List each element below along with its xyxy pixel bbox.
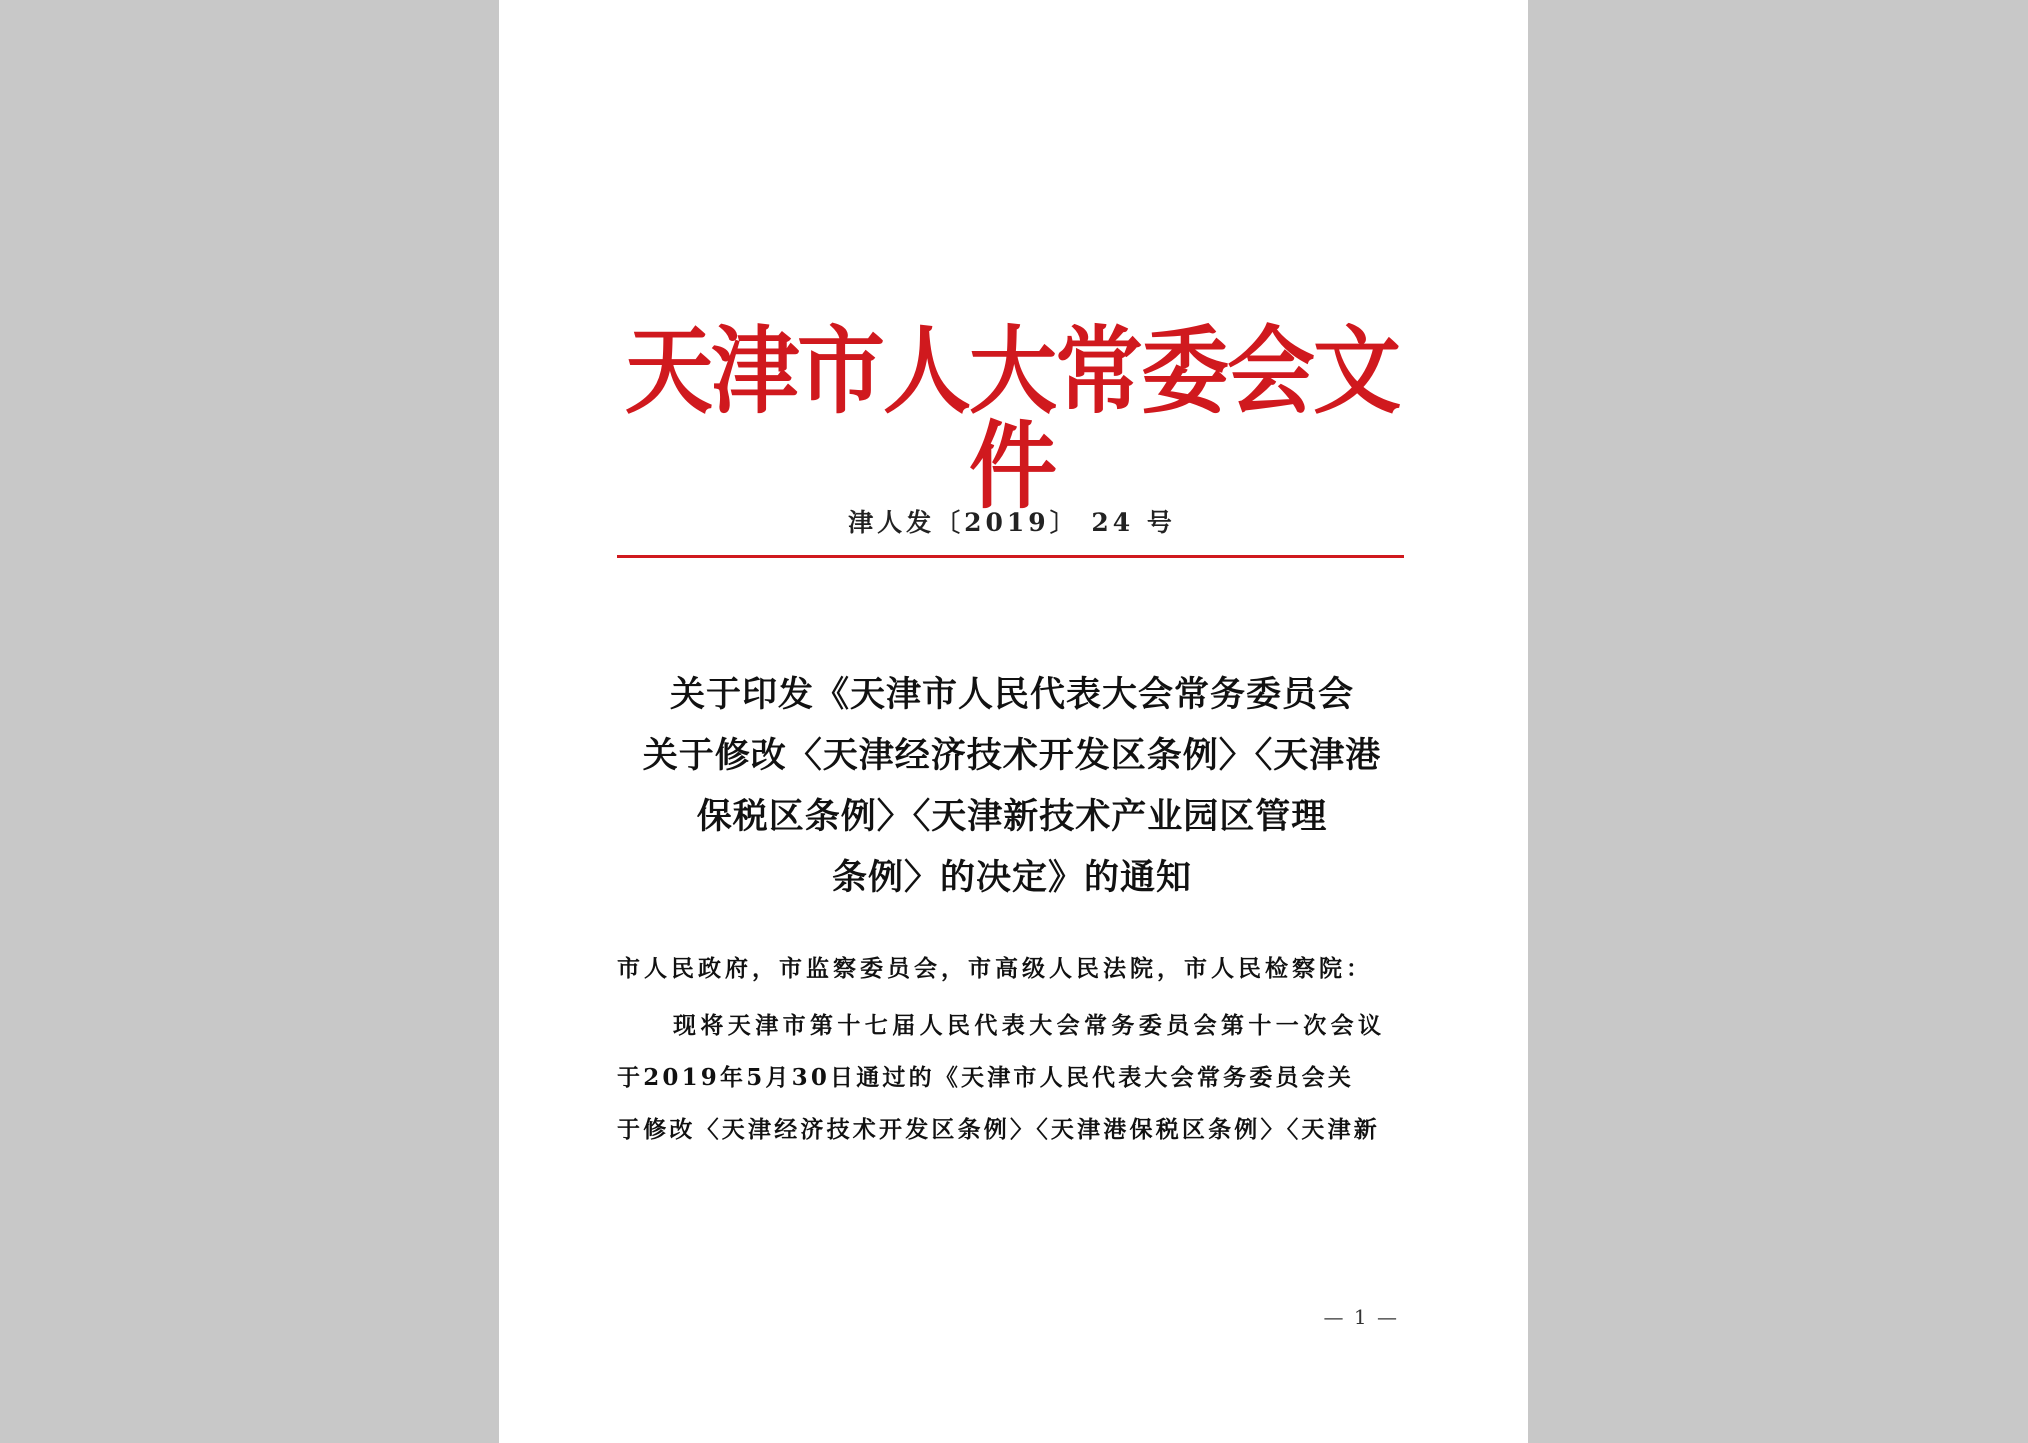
body-line: 现将天津市第十七届人民代表大会常务委员会第十一次会议 bbox=[673, 1012, 1386, 1039]
title-line: 保税区条例〉〈天津新技术产业园区管理 bbox=[696, 796, 1328, 837]
red-divider-line bbox=[617, 555, 1404, 558]
title-line: 关于印发《天津市人民代表大会常务委员会 bbox=[669, 674, 1354, 715]
document-masthead: 天津市人大常委会文件 bbox=[624, 314, 1399, 522]
body-line: 于2019年5月30日通过的《天津市人民代表大会常务委员会关 bbox=[617, 1064, 1355, 1091]
page-number: — 1 — bbox=[1323, 1305, 1399, 1329]
document-number: 津人发〔2019〕 24 号 bbox=[848, 508, 1176, 537]
title-line: 条例〉的决定》的通知 bbox=[831, 857, 1192, 898]
notice-title bbox=[617, 664, 1407, 908]
document-page bbox=[499, 0, 1528, 1443]
body-text bbox=[617, 1000, 1407, 1156]
title-line: 关于修改〈天津经济技术开发区条例〉〈天津港 bbox=[642, 735, 1382, 776]
salutation: 市人民政府，市监察委员会，市高级人民法院，市人民检察院： bbox=[617, 955, 1373, 982]
body-line: 于修改〈天津经济技术开发区条例〉〈天津港保税区条例〉〈天津新 bbox=[617, 1116, 1380, 1143]
